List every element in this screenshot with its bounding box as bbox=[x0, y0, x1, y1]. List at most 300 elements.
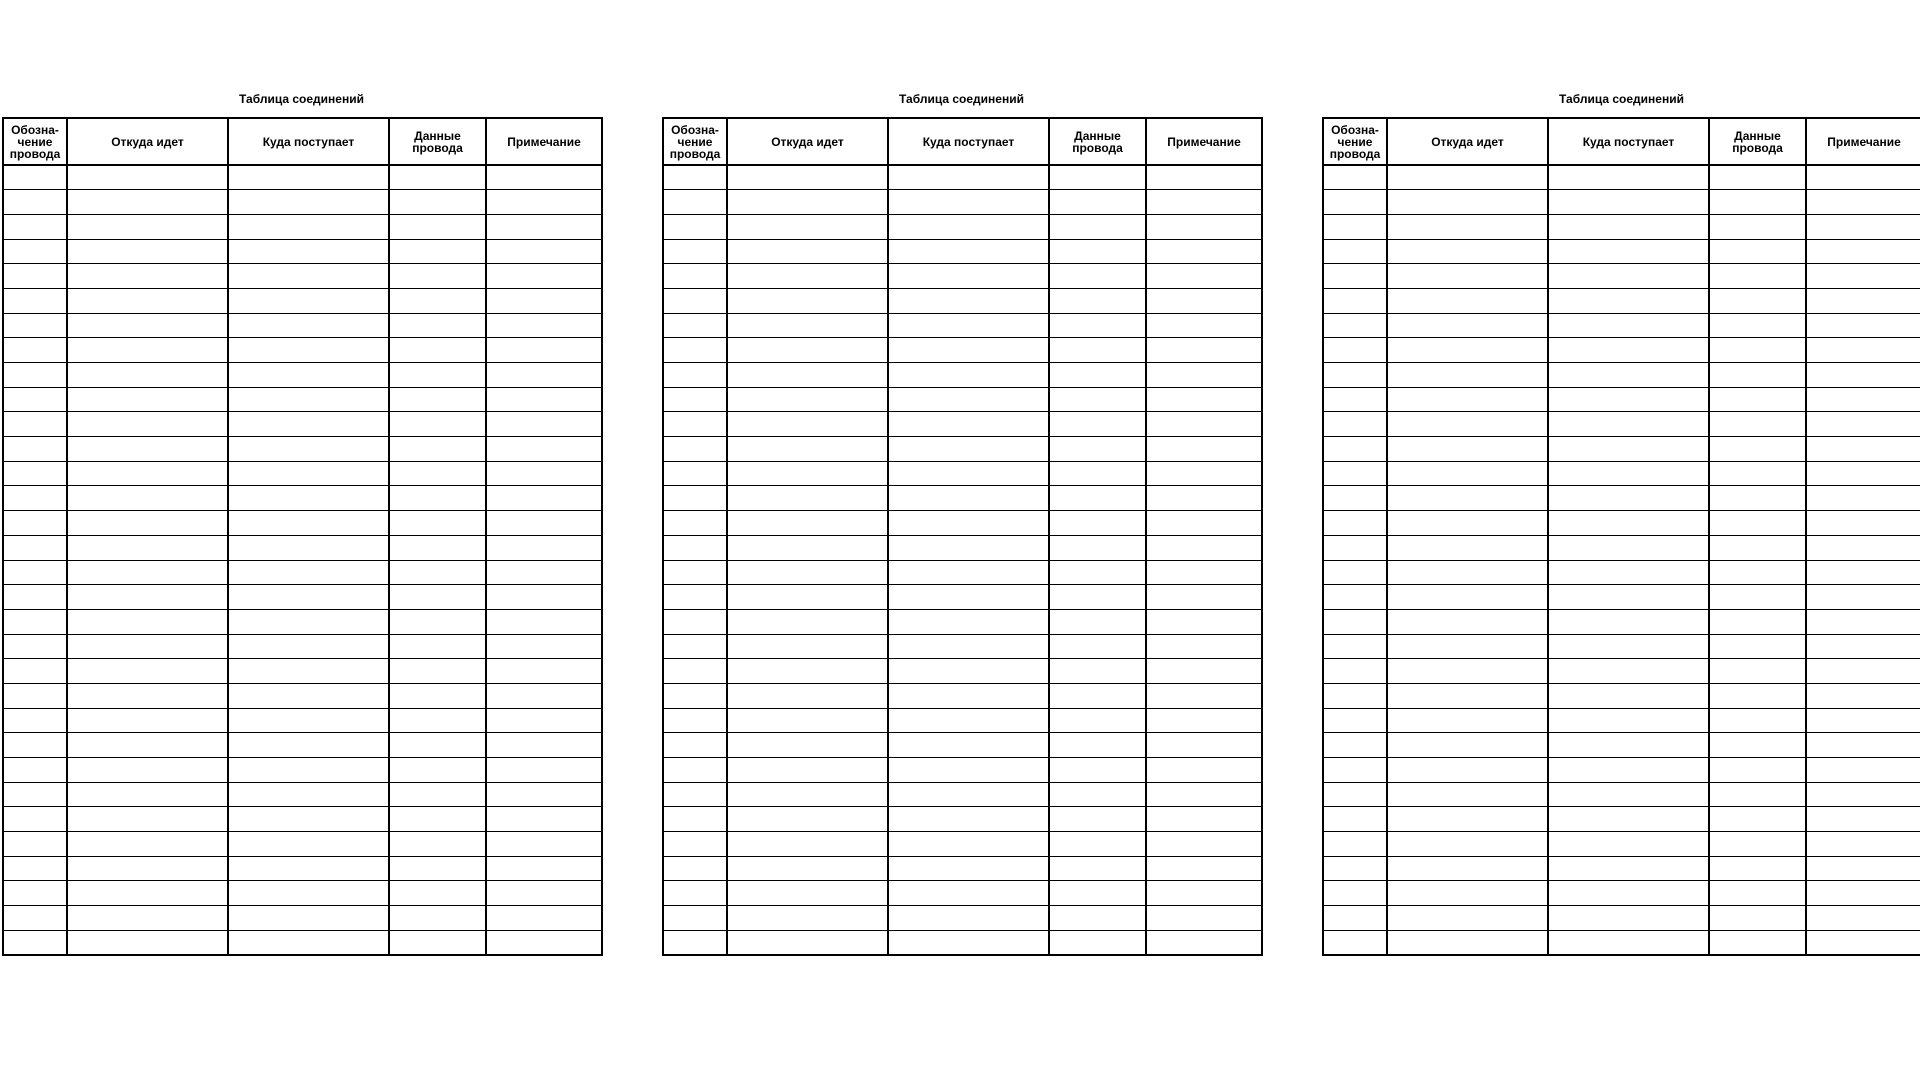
table-cell bbox=[67, 338, 228, 363]
table-cell bbox=[1323, 708, 1387, 733]
table-row bbox=[3, 906, 602, 931]
table-cell bbox=[1146, 634, 1262, 659]
column-header-from: Откуда идет bbox=[727, 118, 888, 165]
table-row bbox=[1323, 288, 1920, 313]
table-cell bbox=[1548, 387, 1709, 412]
table-cell bbox=[663, 634, 727, 659]
table-cell bbox=[1548, 363, 1709, 388]
table-cell bbox=[663, 881, 727, 906]
table-cell bbox=[1806, 683, 1920, 708]
table-cell bbox=[1548, 881, 1709, 906]
table-cell bbox=[486, 486, 602, 511]
table-cell bbox=[1548, 758, 1709, 783]
table-cell bbox=[1387, 708, 1548, 733]
table-cell bbox=[888, 461, 1049, 486]
table-cell bbox=[1387, 313, 1548, 338]
table-cell bbox=[1387, 782, 1548, 807]
table-row bbox=[1323, 338, 1920, 363]
table-cell bbox=[67, 313, 228, 338]
table-cell bbox=[389, 511, 486, 536]
table-cell bbox=[1323, 313, 1387, 338]
table-cell bbox=[228, 906, 389, 931]
table-cell bbox=[1806, 264, 1920, 289]
table-cell bbox=[1806, 609, 1920, 634]
table-cell bbox=[663, 832, 727, 857]
table-cell bbox=[389, 363, 486, 388]
table-cell bbox=[727, 758, 888, 783]
table-cell bbox=[888, 560, 1049, 585]
column-header-note: Примечание bbox=[1806, 118, 1920, 165]
table-cell bbox=[663, 190, 727, 215]
table-row bbox=[1323, 733, 1920, 758]
table-cell bbox=[1806, 461, 1920, 486]
table-row bbox=[663, 832, 1262, 857]
table-cell bbox=[1323, 733, 1387, 758]
table-cell bbox=[727, 412, 888, 437]
table-row bbox=[1323, 313, 1920, 338]
table-cell bbox=[389, 881, 486, 906]
table-cell bbox=[1323, 930, 1387, 955]
table-cell bbox=[1049, 758, 1146, 783]
table-cell bbox=[1709, 758, 1806, 783]
table-cell bbox=[663, 486, 727, 511]
table-cell bbox=[1548, 338, 1709, 363]
table-row bbox=[3, 363, 602, 388]
table-cell bbox=[486, 437, 602, 462]
table-row bbox=[3, 214, 602, 239]
table-cell bbox=[67, 930, 228, 955]
table-cell bbox=[486, 288, 602, 313]
table-row bbox=[663, 634, 1262, 659]
table-cell bbox=[1049, 683, 1146, 708]
table-cell bbox=[389, 930, 486, 955]
table-cell bbox=[1146, 511, 1262, 536]
table-row bbox=[3, 338, 602, 363]
table-cell bbox=[1548, 708, 1709, 733]
table-cell bbox=[888, 585, 1049, 610]
table-cell bbox=[1709, 560, 1806, 585]
table-cell bbox=[486, 807, 602, 832]
table-cell bbox=[389, 708, 486, 733]
table-cell bbox=[1709, 461, 1806, 486]
table-cell bbox=[67, 214, 228, 239]
table-cell bbox=[1387, 437, 1548, 462]
table-cell bbox=[1146, 264, 1262, 289]
table-cell bbox=[1806, 930, 1920, 955]
table-row bbox=[663, 585, 1262, 610]
table-cell bbox=[1548, 437, 1709, 462]
table-cell bbox=[3, 906, 67, 931]
table-cell bbox=[1049, 511, 1146, 536]
table-cell bbox=[888, 634, 1049, 659]
table-row bbox=[3, 535, 602, 560]
table-row bbox=[663, 807, 1262, 832]
table-cell bbox=[228, 288, 389, 313]
table-cell bbox=[389, 609, 486, 634]
table-cell bbox=[228, 832, 389, 857]
table-cell bbox=[1049, 856, 1146, 881]
table-cell bbox=[3, 535, 67, 560]
table-cell bbox=[3, 560, 67, 585]
table-cell bbox=[67, 239, 228, 264]
table-cell bbox=[1146, 437, 1262, 462]
table-cell bbox=[1049, 906, 1146, 931]
table-cell bbox=[389, 437, 486, 462]
table-cell bbox=[1146, 363, 1262, 388]
table-cell bbox=[888, 387, 1049, 412]
table-cell bbox=[1709, 634, 1806, 659]
column-header-wire-designation: Обозна- чение провода bbox=[1323, 118, 1387, 165]
table-cell bbox=[1323, 881, 1387, 906]
table-title: Таблица соединений bbox=[239, 92, 364, 106]
table-cell bbox=[727, 782, 888, 807]
table-cell bbox=[1146, 387, 1262, 412]
table-cell bbox=[486, 412, 602, 437]
table-cell bbox=[3, 387, 67, 412]
table-cell bbox=[3, 659, 67, 684]
table-cell bbox=[727, 535, 888, 560]
table-cell bbox=[1146, 288, 1262, 313]
table-cell bbox=[389, 239, 486, 264]
table-row bbox=[1323, 881, 1920, 906]
table-cell bbox=[67, 412, 228, 437]
table-row bbox=[663, 239, 1262, 264]
table-cell bbox=[1548, 511, 1709, 536]
table-row bbox=[663, 264, 1262, 289]
table-cell bbox=[1323, 214, 1387, 239]
table-cell bbox=[1709, 782, 1806, 807]
table-cell bbox=[727, 190, 888, 215]
table-cell bbox=[486, 387, 602, 412]
table-cell bbox=[1806, 214, 1920, 239]
table-cell bbox=[663, 313, 727, 338]
table-cell bbox=[1709, 288, 1806, 313]
table-cell bbox=[663, 214, 727, 239]
table-row bbox=[1323, 708, 1920, 733]
table-cell bbox=[3, 486, 67, 511]
table-cell bbox=[888, 363, 1049, 388]
table-cell bbox=[888, 708, 1049, 733]
table-cell bbox=[727, 288, 888, 313]
table-cell bbox=[1806, 486, 1920, 511]
column-header-note: Примечание bbox=[486, 118, 602, 165]
table-cell bbox=[389, 338, 486, 363]
table-cell bbox=[1709, 881, 1806, 906]
table-cell bbox=[486, 313, 602, 338]
table-cell bbox=[1709, 412, 1806, 437]
table-title: Таблица соединений bbox=[1559, 92, 1684, 106]
table-cell bbox=[1548, 412, 1709, 437]
table-row bbox=[1323, 511, 1920, 536]
table-cell bbox=[888, 190, 1049, 215]
table-cell bbox=[663, 807, 727, 832]
table-title: Таблица соединений bbox=[899, 92, 1024, 106]
table-cell bbox=[228, 634, 389, 659]
table-cell bbox=[3, 190, 67, 215]
connection-table-sheet-1 bbox=[2, 90, 601, 956]
table-cell bbox=[3, 461, 67, 486]
table-cell bbox=[1806, 708, 1920, 733]
table-cell bbox=[663, 758, 727, 783]
table-cell bbox=[389, 214, 486, 239]
table-cell bbox=[1548, 782, 1709, 807]
table-cell bbox=[1806, 338, 1920, 363]
table-row bbox=[3, 758, 602, 783]
table-cell bbox=[888, 683, 1049, 708]
table-cell bbox=[67, 486, 228, 511]
table-cell bbox=[1548, 214, 1709, 239]
table-row bbox=[3, 708, 602, 733]
table-row bbox=[1323, 758, 1920, 783]
table-cell bbox=[486, 461, 602, 486]
table-cell bbox=[888, 930, 1049, 955]
table-cell bbox=[1548, 634, 1709, 659]
table-cell bbox=[3, 437, 67, 462]
table-cell bbox=[1709, 535, 1806, 560]
table-cell bbox=[1323, 511, 1387, 536]
table-cell bbox=[663, 239, 727, 264]
column-header-to: Куда поступает bbox=[228, 118, 389, 165]
table-cell bbox=[1806, 511, 1920, 536]
table-cell bbox=[3, 758, 67, 783]
table-cell bbox=[1548, 486, 1709, 511]
table-cell bbox=[663, 906, 727, 931]
table-cell bbox=[1806, 437, 1920, 462]
table-cell bbox=[486, 708, 602, 733]
table-row bbox=[1323, 486, 1920, 511]
table-cell bbox=[486, 511, 602, 536]
table-cell bbox=[1806, 165, 1920, 190]
table-cell bbox=[663, 659, 727, 684]
table-cell bbox=[1387, 535, 1548, 560]
table-cell bbox=[1548, 239, 1709, 264]
table-row bbox=[1323, 535, 1920, 560]
table-cell bbox=[3, 856, 67, 881]
table-cell bbox=[1709, 165, 1806, 190]
table-cell bbox=[1387, 585, 1548, 610]
table-cell bbox=[3, 313, 67, 338]
table-cell bbox=[486, 930, 602, 955]
table-cell bbox=[888, 511, 1049, 536]
table-cell bbox=[486, 190, 602, 215]
table-cell bbox=[727, 708, 888, 733]
table-row bbox=[663, 930, 1262, 955]
table-cell bbox=[888, 881, 1049, 906]
table-cell bbox=[727, 313, 888, 338]
table-cell bbox=[228, 214, 389, 239]
table-row bbox=[3, 387, 602, 412]
table-cell bbox=[1323, 239, 1387, 264]
table-row bbox=[1323, 165, 1920, 190]
table-row bbox=[663, 461, 1262, 486]
table-row bbox=[1323, 659, 1920, 684]
table-cell bbox=[228, 387, 389, 412]
table-cell bbox=[228, 264, 389, 289]
table-cell bbox=[1146, 683, 1262, 708]
table-cell bbox=[1387, 165, 1548, 190]
table-cell bbox=[3, 708, 67, 733]
table-cell bbox=[228, 733, 389, 758]
table-row bbox=[3, 733, 602, 758]
table-cell bbox=[1146, 733, 1262, 758]
table-cell bbox=[727, 906, 888, 931]
table-cell bbox=[389, 288, 486, 313]
table-cell bbox=[389, 387, 486, 412]
table-cell bbox=[1146, 461, 1262, 486]
table-cell bbox=[1709, 214, 1806, 239]
table-cell bbox=[389, 856, 486, 881]
table-row bbox=[1323, 190, 1920, 215]
table-cell bbox=[1709, 190, 1806, 215]
table-row bbox=[663, 165, 1262, 190]
table-cell bbox=[228, 683, 389, 708]
table-cell bbox=[67, 683, 228, 708]
table-cell bbox=[1709, 387, 1806, 412]
table-cell bbox=[1548, 288, 1709, 313]
table-cell bbox=[1146, 832, 1262, 857]
table-cell bbox=[1387, 214, 1548, 239]
table-cell bbox=[486, 363, 602, 388]
table-cell bbox=[1709, 609, 1806, 634]
table-cell bbox=[486, 733, 602, 758]
table-cell bbox=[228, 511, 389, 536]
table-cell bbox=[1323, 758, 1387, 783]
table-cell bbox=[1049, 214, 1146, 239]
table-cell bbox=[1146, 560, 1262, 585]
table-cell bbox=[1146, 856, 1262, 881]
table-row bbox=[663, 190, 1262, 215]
table-row bbox=[663, 708, 1262, 733]
table-cell bbox=[1049, 535, 1146, 560]
table-cell bbox=[888, 486, 1049, 511]
table-cell bbox=[1049, 437, 1146, 462]
table-row bbox=[1323, 239, 1920, 264]
table-cell bbox=[663, 264, 727, 289]
table-row bbox=[1323, 807, 1920, 832]
table-cell bbox=[389, 634, 486, 659]
table-cell bbox=[228, 659, 389, 684]
table-cell bbox=[228, 313, 389, 338]
table-cell bbox=[1146, 535, 1262, 560]
table-cell bbox=[727, 387, 888, 412]
table-row bbox=[663, 338, 1262, 363]
table-cell bbox=[1146, 338, 1262, 363]
table-cell bbox=[888, 535, 1049, 560]
table-cell bbox=[1709, 363, 1806, 388]
table-cell bbox=[228, 585, 389, 610]
table-cell bbox=[727, 560, 888, 585]
table-cell bbox=[486, 609, 602, 634]
table-cell bbox=[727, 165, 888, 190]
table-cell bbox=[663, 387, 727, 412]
column-header-from: Откуда идет bbox=[67, 118, 228, 165]
table-cell bbox=[228, 807, 389, 832]
table-cell bbox=[727, 214, 888, 239]
table-cell bbox=[1146, 906, 1262, 931]
table-cell bbox=[1387, 190, 1548, 215]
table-cell bbox=[1709, 659, 1806, 684]
table-cell bbox=[1387, 609, 1548, 634]
table-cell bbox=[663, 609, 727, 634]
table-row bbox=[663, 782, 1262, 807]
table-cell bbox=[888, 906, 1049, 931]
table-cell bbox=[1146, 659, 1262, 684]
table-cell bbox=[663, 288, 727, 313]
table-cell bbox=[1387, 412, 1548, 437]
table-cell bbox=[486, 264, 602, 289]
table-cell bbox=[1709, 807, 1806, 832]
table-row bbox=[3, 461, 602, 486]
table-cell bbox=[1806, 387, 1920, 412]
table-cell bbox=[1806, 190, 1920, 215]
table-cell bbox=[1323, 387, 1387, 412]
table-cell bbox=[67, 264, 228, 289]
table-cell bbox=[486, 560, 602, 585]
table-cell bbox=[1548, 856, 1709, 881]
table-row bbox=[663, 387, 1262, 412]
table-cell bbox=[3, 683, 67, 708]
table-cell bbox=[888, 313, 1049, 338]
table-cell bbox=[1049, 363, 1146, 388]
table-cell bbox=[3, 782, 67, 807]
table-cell bbox=[67, 733, 228, 758]
table-cell bbox=[1806, 363, 1920, 388]
table-cell bbox=[1049, 832, 1146, 857]
table-cell bbox=[1806, 782, 1920, 807]
table-cell bbox=[67, 881, 228, 906]
table-cell bbox=[67, 560, 228, 585]
column-header-wire-designation: Обозна- чение провода bbox=[3, 118, 67, 165]
table-cell bbox=[1323, 634, 1387, 659]
table-cell bbox=[1806, 535, 1920, 560]
table-cell bbox=[228, 412, 389, 437]
table-cell bbox=[1387, 461, 1548, 486]
table-cell bbox=[727, 856, 888, 881]
column-header-to: Куда поступает bbox=[888, 118, 1049, 165]
table-row bbox=[663, 511, 1262, 536]
table-row bbox=[3, 782, 602, 807]
table-row bbox=[3, 486, 602, 511]
table-cell bbox=[67, 511, 228, 536]
table-cell bbox=[1806, 412, 1920, 437]
table-cell bbox=[1709, 708, 1806, 733]
table-row bbox=[3, 609, 602, 634]
table-cell bbox=[67, 856, 228, 881]
table-cell bbox=[486, 832, 602, 857]
table-cell bbox=[1146, 609, 1262, 634]
table-cell bbox=[888, 856, 1049, 881]
table-cell bbox=[389, 165, 486, 190]
table-cell bbox=[1548, 165, 1709, 190]
table-cell bbox=[1146, 930, 1262, 955]
table-cell bbox=[389, 264, 486, 289]
table-cell bbox=[1387, 634, 1548, 659]
table-cell bbox=[1323, 585, 1387, 610]
table-cell bbox=[1709, 930, 1806, 955]
table-cell bbox=[1548, 832, 1709, 857]
table-cell bbox=[1387, 338, 1548, 363]
table-cell bbox=[389, 412, 486, 437]
table-cell bbox=[888, 437, 1049, 462]
table-cell bbox=[727, 930, 888, 955]
table-cell bbox=[1387, 560, 1548, 585]
table-cell bbox=[228, 190, 389, 215]
table-cell bbox=[1806, 585, 1920, 610]
table-cell bbox=[67, 708, 228, 733]
table-cell bbox=[663, 535, 727, 560]
table-cell bbox=[1806, 832, 1920, 857]
table-cell bbox=[1709, 585, 1806, 610]
